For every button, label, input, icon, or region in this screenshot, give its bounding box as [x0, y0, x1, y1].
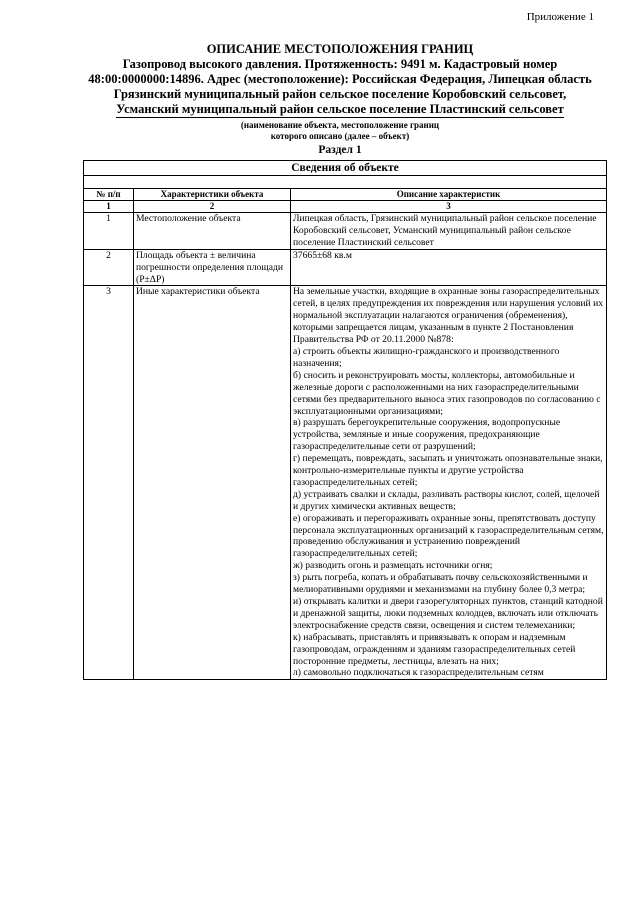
column-header: Характеристики объекта: [134, 189, 291, 201]
description-paragraph: к) набрасывать, приставлять и привязывать к опорам и надземным газопроводам, ограждениям и зданиям газораспределительных сетей посторонние предметы, лестницы, влезать на них;: [293, 631, 576, 667]
row-characteristic: Местоположение объекта: [134, 213, 291, 250]
subtitle-line: которого описано (далее – объект): [270, 131, 410, 141]
column-number: 2: [134, 201, 291, 213]
description-paragraph: б) сносить и реконструировать мосты, коллекторы, автомобильные и железные дороги с расположенными на них газораспределительными сетями без предварительного выноса этих газопроводов по согласованию с эксплуатационными организациями;: [293, 369, 601, 417]
appendix-label: Приложение 1: [526, 11, 594, 23]
table-caption-row: [84, 161, 607, 176]
description-line: 48:00:0000000:14896. Адрес (местоположение): Российская Федерация, Липецкая область: [88, 72, 592, 86]
section-title: Раздел 1: [318, 144, 362, 156]
subtitle-line: (наименование объекта, местоположение границ: [240, 120, 440, 130]
description-paragraph: л) самовольно подключаться к газораспределительным сетям: [293, 667, 544, 679]
table-row: [84, 286, 607, 680]
description-paragraph: а) строить объекты жилищно-гражданского и производственного назначения;: [293, 345, 560, 369]
table-spacer-row: [84, 176, 607, 189]
row-description: [291, 249, 607, 286]
column-header: № п/п: [84, 189, 134, 201]
object-subtitle: [60, 120, 620, 142]
row-characteristic: Площадь объекта ± величина погрешности определения площади (P±ΔP): [134, 249, 291, 286]
description-line: Грязинский муниципальный район сельское поселение Коробовский сельсовет,: [113, 87, 567, 101]
column-number: 3: [291, 201, 607, 213]
document-title: ОПИСАНИЕ МЕСТОПОЛОЖЕНИЯ ГРАНИЦ: [206, 42, 474, 56]
column-number: 1: [84, 201, 134, 213]
table-row: [84, 213, 607, 250]
table-header-row: [84, 189, 607, 201]
description-paragraph: На земельные участки, входящие в охранные зоны газораспределительных сетей, в целях предупреждения их повреждения или нарушения условий их нормальной эксплуатации налагаются ограничения (обременения), которыми запрещается лицам, указанным в пункте 2 Постановления Правительства РФ от 20.11.2000 №878:: [293, 286, 604, 346]
table-row: [84, 249, 607, 286]
row-number: 2: [84, 249, 134, 286]
description-paragraph: е) огораживать и перегораживать охранные зоны, препятствовать доступу персонала эксплуатационных организаций к газораспределительным сетям, проведению обслуживания и устранению повреждений газораспределительных сетей;: [293, 512, 604, 560]
description-line: Газопровод высокого давления. Протяженность: 9491 м. Кадастровый номер: [122, 57, 558, 71]
description-paragraph: Липецкая область, Грязинский муниципальный район сельское поселение Коробовский сельсовет, Усманский муниципальный район сельское поселение Пластинский сельсовет: [293, 213, 597, 248]
description-paragraph: в) разрушать берегоукрепительные сооружения, водопропускные устройства, земляные и иные сооружения, предохраняющие газораспределительные сети от разрушений;: [293, 417, 561, 453]
description-paragraph: и) открывать калитки и двери газорегуляторных пунктов, станций катодной и дренажной защиты, люки подземных колодцев, включать или отключать электроснабжение средств связи, освещения и систем телемеханики;: [293, 596, 603, 631]
object-description: [60, 57, 620, 118]
description-paragraph: ж) разводить огонь и размещать источники огня;: [293, 560, 493, 572]
row-number: 3: [84, 286, 134, 680]
table-caption: Сведения об объекте: [84, 161, 607, 176]
row-description: [291, 213, 607, 250]
description-paragraph: з) рыть погреба, копать и обрабатывать почву сельскохозяйственными и мелиоративными орудиями и механизмами на глубину более 0,3 метра;: [293, 572, 588, 596]
description-paragraph: 37665±68 кв.м: [293, 249, 352, 261]
object-info-table: [83, 160, 607, 680]
description-paragraph: г) перемещать, повреждать, засыпать и уничтожать опознавательные знаки, контрольно-измерительные пункты и другие устройства газораспределительных сетей;: [293, 453, 603, 488]
document-header: [60, 42, 620, 157]
row-number: 1: [84, 213, 134, 250]
description-line: Усманский муниципальный район сельское поселение Пластинский сельсовет: [116, 102, 564, 116]
row-characteristic: Иные характеристики объекта: [134, 286, 291, 680]
description-paragraph: д) устраивать свалки и склады, разливать растворы кислот, солей, щелочей и других химически активных веществ;: [293, 488, 600, 512]
column-number-row: [84, 201, 607, 213]
column-header: Описание характеристик: [291, 189, 607, 201]
row-description: [291, 286, 607, 680]
